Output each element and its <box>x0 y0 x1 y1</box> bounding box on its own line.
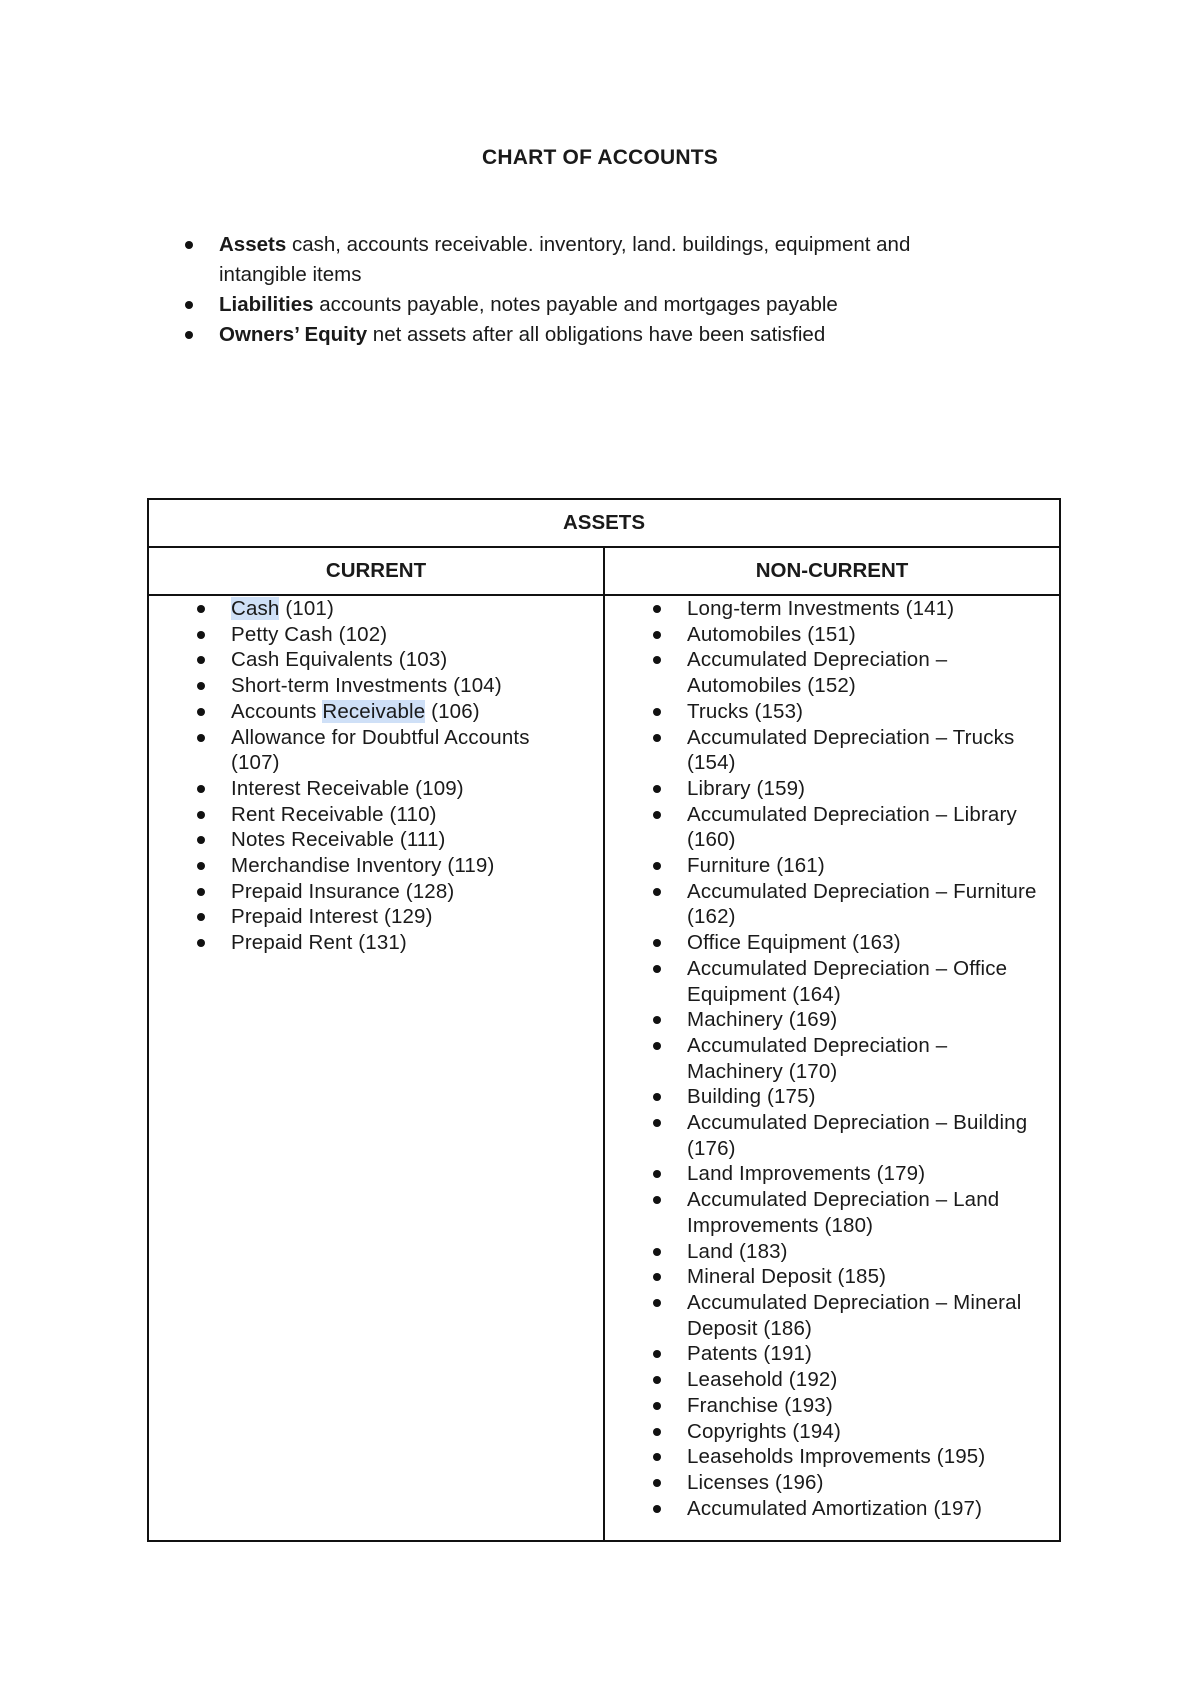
account-label: Office Equipment (163) <box>687 931 901 955</box>
account-label: Mineral Deposit (185) <box>687 1265 887 1289</box>
account-type-owners-equity <box>185 320 995 350</box>
bullet-icon <box>185 331 193 339</box>
bullet-icon <box>197 682 205 690</box>
bullet-icon <box>197 939 205 947</box>
current-account-item <box>231 596 583 622</box>
current-account-item <box>231 827 583 853</box>
bullet-icon <box>653 1273 661 1281</box>
account-label: Leaseholds Improvements (195) <box>687 1445 986 1469</box>
account-label: Patents (191) <box>687 1342 813 1366</box>
account-types-list <box>185 230 995 350</box>
bullet-icon <box>653 1479 661 1487</box>
account-type-description: net assets after all obligations have been satisfied <box>367 323 826 346</box>
bullet-icon <box>653 1093 661 1101</box>
current-accounts-list <box>149 596 603 956</box>
highlighted-text: Receivable <box>322 699 426 723</box>
bullet-icon <box>653 1170 661 1178</box>
account-label: Furniture (161) <box>687 854 825 878</box>
noncurrent-account-item <box>687 1444 1045 1470</box>
bullet-icon <box>653 1505 661 1513</box>
bullet-icon <box>653 631 661 639</box>
account-label: Interest Receivable (109) <box>231 776 464 800</box>
account-label: Accumulated Depreciation – Automobiles (152) <box>687 648 948 698</box>
bullet-icon <box>653 1042 661 1050</box>
noncurrent-account-item <box>687 1419 1045 1445</box>
account-label: Franchise (193) <box>687 1393 833 1417</box>
account-type-assets <box>185 230 995 290</box>
bullet-icon <box>197 862 205 870</box>
account-label: Accumulated Depreciation – Library (160) <box>687 802 1017 852</box>
account-label: Leasehold (192) <box>687 1368 838 1392</box>
current-account-item <box>231 930 583 956</box>
current-account-item <box>231 879 583 905</box>
current-account-item <box>231 622 583 648</box>
noncurrent-account-item <box>687 622 1045 648</box>
highlighted-text: Cash <box>231 597 280 620</box>
bullet-icon <box>653 1016 661 1024</box>
bullet-icon <box>653 1453 661 1461</box>
account-label: Prepaid Rent (131) <box>231 931 407 955</box>
noncurrent-account-item <box>687 647 1045 698</box>
current-accounts-cell <box>148 595 604 1541</box>
page-title: CHART OF ACCOUNTS <box>482 146 718 169</box>
bullet-icon <box>653 605 661 613</box>
bullet-icon <box>653 1428 661 1436</box>
account-label: Notes Receivable (111) <box>231 828 446 852</box>
account-label: Accumulated Depreciation – Furniture (162) <box>687 879 1037 929</box>
noncurrent-account-item <box>687 1007 1045 1033</box>
account-label: Automobiles (151) <box>687 622 856 646</box>
bullet-icon <box>197 656 205 664</box>
noncurrent-account-item <box>687 725 1045 776</box>
bullet-icon <box>653 1196 661 1204</box>
noncurrent-account-item <box>687 956 1045 1007</box>
account-label: Long-term Investments (141) <box>687 597 955 620</box>
account-label: Licenses (196) <box>687 1470 824 1494</box>
account-label-suffix: (101) <box>279 597 334 620</box>
noncurrent-account-item <box>687 1187 1045 1238</box>
account-label: Machinery (169) <box>687 1008 838 1032</box>
account-label: Accumulated Depreciation – Trucks (154) <box>687 725 1015 775</box>
noncurrent-account-item <box>687 1290 1045 1341</box>
account-type-term: Owners’ Equity <box>219 323 368 346</box>
noncurrent-account-item <box>687 802 1045 853</box>
account-label: Land (183) <box>687 1239 788 1263</box>
bullet-icon <box>653 708 661 716</box>
account-label: Trucks (153) <box>687 699 804 723</box>
noncurrent-account-item <box>687 1110 1045 1161</box>
noncurrent-account-item <box>687 776 1045 802</box>
bullet-icon <box>197 734 205 742</box>
bullet-icon <box>185 241 193 249</box>
account-label: Merchandise Inventory (119) <box>231 854 495 878</box>
noncurrent-account-item <box>687 1496 1045 1522</box>
account-type-description: cash, accounts receivable. inventory, land. buildings, equipment and intangible items <box>219 233 911 286</box>
bullet-icon <box>653 939 661 947</box>
noncurrent-account-item <box>687 1161 1045 1187</box>
current-account-item <box>231 699 583 725</box>
account-label: Prepaid Insurance (128) <box>231 879 455 903</box>
noncurrent-account-item <box>687 699 1045 725</box>
bullet-icon <box>197 836 205 844</box>
account-label: Land Improvements (179) <box>687 1162 926 1186</box>
account-label-suffix: (106) <box>425 699 480 723</box>
noncurrent-account-item <box>687 853 1045 879</box>
bullet-icon <box>653 1402 661 1410</box>
account-type-term: Liabilities <box>219 293 314 316</box>
account-label: Library (159) <box>687 776 806 800</box>
noncurrent-account-item <box>687 1367 1045 1393</box>
noncurrent-account-item <box>687 596 1045 622</box>
current-account-item <box>231 647 583 673</box>
bullet-icon <box>197 708 205 716</box>
account-label: Short-term Investments (104) <box>231 674 502 698</box>
current-account-item <box>231 673 583 699</box>
account-label: Building (175) <box>687 1085 816 1109</box>
current-column-header: CURRENT <box>148 547 604 595</box>
account-label: Accumulated Depreciation – Machinery (170) <box>687 1033 948 1083</box>
noncurrent-account-item <box>687 1341 1045 1367</box>
account-type-description: accounts payable, notes payable and mortgages payable <box>313 293 838 316</box>
account-label: Accounts <box>231 699 323 723</box>
account-label: Accumulated Depreciation – Land Improvements (180) <box>687 1188 1000 1237</box>
bullet-icon <box>653 965 661 973</box>
account-label: Accumulated Depreciation – Building (176) <box>687 1111 1028 1160</box>
account-label: Accumulated Depreciation – Office Equipment (164) <box>687 956 1008 1006</box>
account-label: Prepaid Interest (129) <box>231 905 433 929</box>
account-type-liabilities <box>185 290 995 320</box>
noncurrent-accounts-list <box>605 596 1059 1521</box>
bullet-icon <box>653 862 661 870</box>
current-account-item <box>231 802 583 828</box>
noncurrent-account-item <box>687 1264 1045 1290</box>
bullet-icon <box>653 1119 661 1127</box>
bullet-icon <box>197 605 205 613</box>
noncurrent-account-item <box>687 930 1045 956</box>
bullet-icon <box>653 1350 661 1358</box>
account-type-term: Assets <box>219 233 287 256</box>
bullet-icon <box>197 631 205 639</box>
noncurrent-account-item <box>687 879 1045 930</box>
bullet-icon <box>653 1299 661 1307</box>
noncurrent-account-item <box>687 1470 1045 1496</box>
noncurrent-account-item <box>687 1393 1045 1419</box>
bullet-icon <box>653 1376 661 1384</box>
account-label: Allowance for Doubtful Accounts (107) <box>231 725 530 775</box>
bullet-icon <box>197 811 205 819</box>
bullet-icon <box>653 811 661 819</box>
current-account-item <box>231 904 583 930</box>
account-label: Rent Receivable (110) <box>231 802 437 826</box>
current-account-item <box>231 853 583 879</box>
bullet-icon <box>653 1248 661 1256</box>
bullet-icon <box>197 785 205 793</box>
account-label: Cash Equivalents (103) <box>231 648 448 672</box>
bullet-icon <box>653 656 661 664</box>
current-account-item <box>231 776 583 802</box>
assets-header: ASSETS <box>148 499 1060 547</box>
account-label: Copyrights (194) <box>687 1419 841 1443</box>
bullet-icon <box>653 888 661 896</box>
noncurrent-accounts-cell <box>604 595 1060 1541</box>
noncurrent-account-item <box>687 1239 1045 1265</box>
noncurrent-account-item <box>687 1084 1045 1110</box>
noncurrent-column-header: NON-CURRENT <box>604 547 1060 595</box>
assets-table <box>147 498 1061 1542</box>
bullet-icon <box>653 785 661 793</box>
bullet-icon <box>197 888 205 896</box>
noncurrent-account-item <box>687 1033 1045 1084</box>
account-label: Accumulated Depreciation – Mineral Deposit (186) <box>687 1290 1022 1340</box>
current-account-item <box>231 725 583 776</box>
bullet-icon <box>197 913 205 921</box>
bullet-icon <box>185 301 193 309</box>
bullet-icon <box>653 734 661 742</box>
account-label: Accumulated Amortization (197) <box>687 1496 983 1520</box>
account-label: Petty Cash (102) <box>231 622 388 646</box>
